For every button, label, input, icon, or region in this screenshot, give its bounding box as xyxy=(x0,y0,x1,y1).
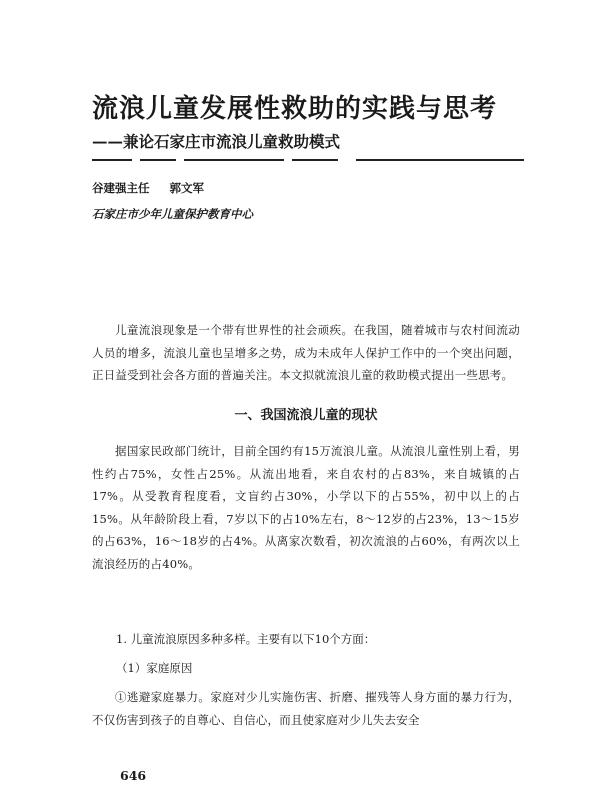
author-name: 谷建强主任 xyxy=(92,181,150,195)
article-title: 流浪儿童发展性救助的实践与思考 xyxy=(92,94,498,124)
title-rule-segment xyxy=(292,159,338,161)
section-heading: 一、我国流浪儿童的现状 xyxy=(234,408,378,423)
statistics-paragraph: 据国家民政部门统计，目前全国约有15万流浪儿童。从流浪儿童性别上看，男性约占75%，女性占25%。从流出地看，来自农村的占83%，来自城镇的占17%。从受教育程度看，文盲约占30%，小学以下的占55%，初中以上的占15%。从年龄阶段上看，7岁以下的占10%左右，8～12岁的占23%，13～15岁的占63%，16～18岁的占4%。从离家次数看，初次流浪的占60%，有两次以上流浪经历的占40%。 xyxy=(92,444,520,571)
list-item: 1. 儿童流浪原因多种多样。主要有以下10个方面： xyxy=(116,632,376,646)
sub-list-item: （1）家庭原因 xyxy=(116,661,193,675)
author-name: 郭文军 xyxy=(169,181,205,195)
intro-paragraph: 儿童流浪现象是一个带有世界性的社会顽疾。在我国，随着城市与农村间流动人员的增多，流浪儿童也呈增多之势，成为未成年人保护工作中的一个突出问题，正日益受到社会各方面的普遍关注。本文拟就流浪儿童的救助模式提出一些思考。 xyxy=(92,323,520,382)
title-rule-segment xyxy=(356,159,524,161)
page-number: 646 xyxy=(120,768,147,783)
article-subtitle: ——兼论石家庄市流浪儿童救助模式 xyxy=(92,132,341,151)
title-rule-segment xyxy=(184,159,284,161)
author-affiliation: 石家庄市少年儿童保护教育中心 xyxy=(92,207,253,221)
title-rule-segment xyxy=(140,159,176,161)
author-line xyxy=(92,180,204,196)
title-rule-segment xyxy=(92,159,132,161)
family-reason-paragraph: ①逃避家庭暴力。家庭对少儿实施伤害、折磨、摧残等人身方面的暴力行为，不仅伤害到孩子的自尊心、自信心，而且使家庭对少儿失去安全 xyxy=(92,690,520,727)
